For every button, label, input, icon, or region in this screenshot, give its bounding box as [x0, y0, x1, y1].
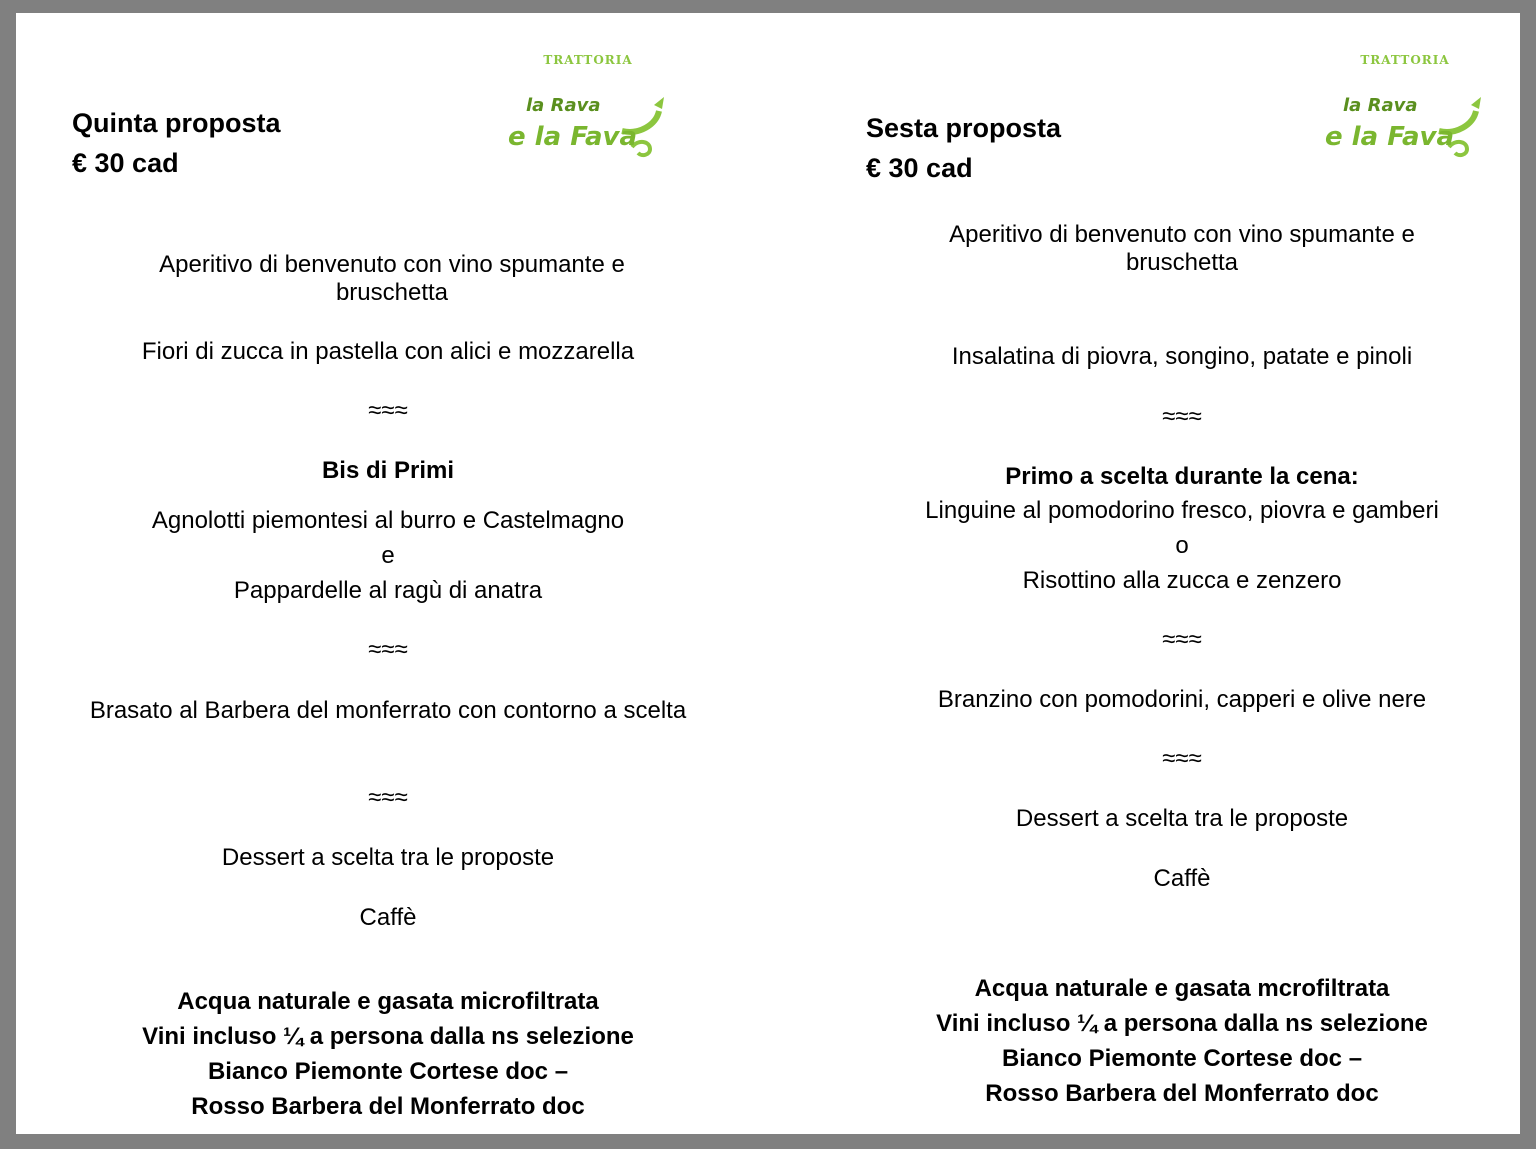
right-drinks-3: Bianco Piemonte Cortese doc –: [1001, 1045, 1363, 1072]
left-item-5: Brasato al Barbera del monferrato con contorno a scelta: [89, 697, 687, 724]
left-drinks-2: Vini incluso ¼ a persona dalla ns selezione: [142, 1023, 634, 1050]
logo-mark-icon: [1321, 73, 1491, 163]
right-item-7: Caffè: [1153, 865, 1211, 892]
right-price: € 30 cad: [866, 153, 973, 183]
left-item-1: Aperitivo di benvenuto con vino spumante e bruschetta: [159, 251, 625, 306]
right-item-1: Aperitivo di benvenuto con vino spumante e bruschetta: [949, 221, 1415, 276]
right-item-2: Insalatina di piovra, songino, patate e pinoli: [951, 343, 1413, 370]
logo-fava: e la Fava: [1325, 122, 1455, 152]
left-title: Quinta proposta: [72, 108, 281, 138]
left-item-4: Pappardelle al ragù di anatra: [233, 577, 543, 604]
right-heading: [866, 108, 1061, 188]
left-price: € 30 cad: [72, 148, 179, 178]
left-item-7: Caffè: [359, 904, 417, 931]
left-item-3: Agnolotti piemontesi al burro e Castelmagno: [151, 507, 625, 534]
right-drinks-4: Rosso Barbera del Monferrato doc: [985, 1080, 1379, 1107]
right-drinks-1: Acqua naturale e gasata mcrofiltrata: [974, 975, 1390, 1002]
logo-fava: e la Fava: [508, 122, 638, 152]
left-divider-2: ≈≈≈: [368, 636, 408, 663]
right-title: Sesta proposta: [866, 113, 1062, 143]
logo-mark-icon: [504, 73, 674, 163]
right-primo-heading: Primo a scelta durante la cena:: [1005, 463, 1359, 490]
left-divider-1: ≈≈≈: [368, 397, 408, 424]
right-item-6: Dessert a scelta tra le proposte: [1015, 805, 1349, 832]
left-logo: [504, 53, 674, 163]
left-conj: e: [381, 542, 395, 569]
logo-kicker: TRATTORIA: [1360, 53, 1450, 67]
right-divider-2: ≈≈≈: [1162, 626, 1202, 653]
left-drinks-3: Bianco Piemonte Cortese doc –: [207, 1058, 569, 1085]
right-item-3: Linguine al pomodorino fresco, piovra e gamberi: [925, 497, 1439, 524]
logo-la: la Rava: [1343, 95, 1418, 116]
right-divider-3: ≈≈≈: [1162, 745, 1202, 772]
menu-sheet: [16, 13, 1520, 1134]
right-conj: o: [1175, 532, 1189, 559]
left-drinks-4: Rosso Barbera del Monferrato doc: [191, 1093, 585, 1120]
left-item-2: Fiori di zucca in pastella con alici e mozzarella: [141, 338, 635, 365]
right-divider-1: ≈≈≈: [1162, 403, 1202, 430]
right-logo: [1321, 53, 1491, 163]
right-item-4: Risottino alla zucca e zenzero: [1022, 567, 1342, 594]
logo-kicker: TRATTORIA: [543, 53, 633, 67]
left-divider-3: ≈≈≈: [368, 784, 408, 811]
left-primi-heading: Bis di Primi: [321, 457, 455, 484]
logo-la: la Rava: [526, 95, 601, 116]
left-drinks-1: Acqua naturale e gasata microfiltrata: [177, 988, 599, 1015]
right-item-5: Branzino con pomodorini, capperi e olive nere: [937, 686, 1427, 713]
right-drinks-2: Vini incluso ¼ a persona dalla ns selezione: [936, 1010, 1428, 1037]
left-item-6: Dessert a scelta tra le proposte: [221, 844, 555, 871]
left-heading: [72, 103, 281, 183]
